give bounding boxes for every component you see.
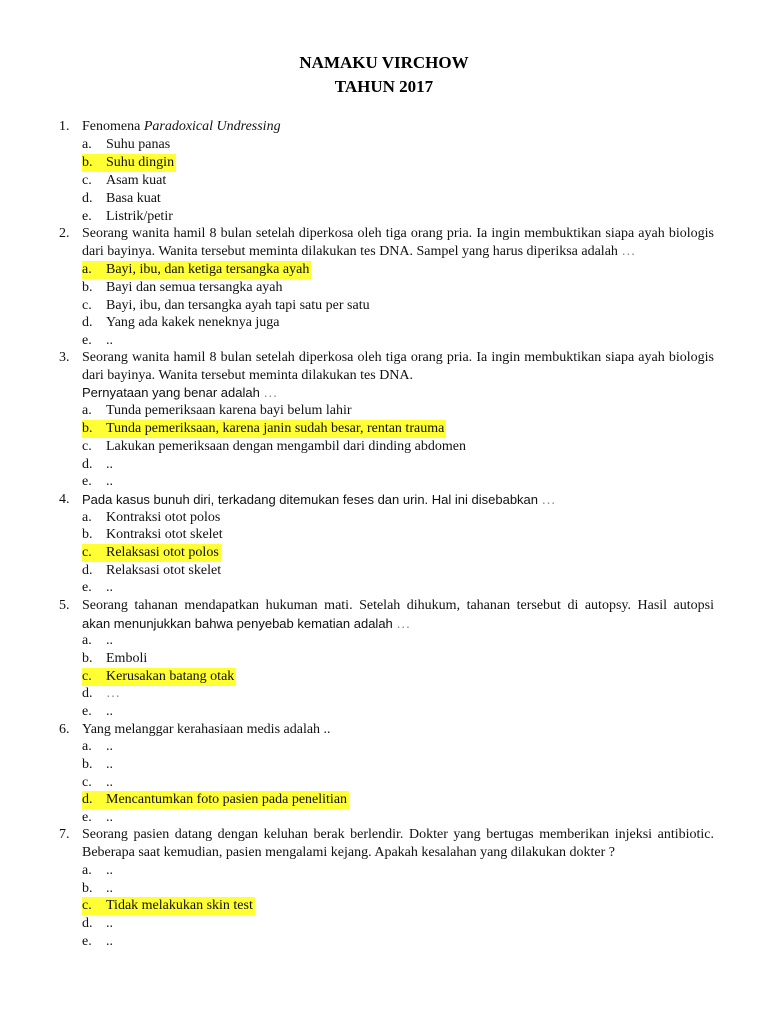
option [82,526,223,544]
stem-text: akan menunjukkan bahwa penyebab kematian adalah [82,616,393,631]
question-stem-line: Seorang tahanan mendapatkan hukuman mati. Setelah dihukum, tahanan tersebut di autopsy. Hasil autopsi [82,598,714,613]
question-number: 2. [59,226,70,241]
option-text: Relaksasi otot polos [106,545,219,560]
option [82,172,166,190]
option-text: Lakukan pemeriksaan dengan mengambil dari dinding abdomen [106,439,467,454]
option-text: Bayi dan semua tersangka ayah [106,280,283,295]
question-number: 5. [59,598,70,613]
option-text: .. [106,757,113,772]
option [82,190,161,208]
option-text: Listrik/petir [106,209,173,224]
stem-text: dari bayinya. Wanita tersebut meminta dilakukan tes DNA. Sampel yang harus diperiksa adalah [82,244,618,259]
option-letter: a. [82,403,92,418]
option-letter: e. [82,580,92,595]
option-letter: d. [82,457,93,472]
option-text: .. [106,474,113,489]
option-letter: a. [82,633,92,648]
option-letter: c. [82,669,92,684]
question-stem-line [82,243,714,261]
option-text: Relaksasi otot skelet [106,563,222,578]
option-letter: b. [82,651,93,666]
option [82,880,113,898]
question-stem-line: Seorang wanita hamil 8 bulan setelah diperkosa oleh tiga orang pria. Ia ingin membuktikan siapa ayah biologis [82,350,714,365]
question-number: 4. [59,492,70,507]
question-stem-line [82,384,714,403]
option-answer-highlighted [82,668,236,686]
option-answer-highlighted [82,897,255,915]
option-text: .. [106,739,113,754]
question-number: 7. [59,827,70,842]
option [82,933,113,951]
option-letter: e. [82,209,92,224]
option-text: .. [106,633,113,648]
option [82,562,221,580]
option-text: Bayi, ibu, dan tersangka ayah tapi satu per satu [106,298,370,313]
option-answer-highlighted [82,261,311,279]
option-letter: e. [82,474,92,489]
option-text: .. [106,916,113,931]
stem-ellipsis: … [263,386,278,401]
question-stem-line [82,491,714,510]
option-letter: a. [82,739,92,754]
option [82,915,113,933]
question-stem-line: Yang melanggar kerahasiaan medis adalah .. [82,722,331,737]
option-text: Tunda pemeriksaan karena bayi belum lahir [106,403,352,418]
option-text: .. [106,810,113,825]
option-text: .. [106,934,113,949]
question-number: 6. [59,722,70,737]
option-letter: c. [82,298,92,313]
option [82,632,113,650]
option-letter: b. [82,527,93,542]
option-answer-highlighted [82,544,221,562]
option-letter: c. [82,439,92,454]
stem-italic-term: Paradoxical Undressing [143,119,281,134]
stem-text: Fenomena [82,119,141,134]
option-text: Kontraksi otot polos [106,510,221,525]
option-letter: b. [82,155,93,170]
option [82,314,280,332]
option [82,756,113,774]
option [82,402,352,420]
option-letter: b. [82,280,93,295]
option-text: Asam kuat [106,173,167,188]
question-stem [82,118,714,136]
option-letter: a. [82,137,92,152]
option-text: .. [106,704,113,719]
option-answer-highlighted [82,154,176,172]
option-letter: e. [82,333,92,348]
option-letter: d. [82,563,93,578]
question-stem-line: Beberapa saat kemudian, pasien mengalami kejang. Apakah kesalahan yang dilakukan dokter ? [82,845,615,860]
option [82,456,113,474]
option-text: .. [106,863,113,878]
option-text: .. [106,580,113,595]
option-letter: e. [82,934,92,949]
option-answer-highlighted [82,791,349,809]
question-stem-line: dari bayinya. Wanita tersebut meminta dilakukan tes DNA. [82,368,414,383]
option-text: Tidak melakukan skin test [106,898,253,913]
option-letter: c. [82,173,92,188]
document-subtitle: TAHUN 2017 [334,77,434,96]
option [82,473,113,491]
option-text: Kerusakan batang otak [106,669,235,684]
option-answer-highlighted [82,420,446,438]
option-text: .. [106,457,113,472]
option-letter: a. [82,863,92,878]
option [82,685,120,703]
option [82,738,113,756]
option [82,279,283,297]
option [82,509,220,527]
option-text: Kontraksi otot skelet [106,527,223,542]
option [82,862,113,880]
question-stem-line: Seorang wanita hamil 8 bulan setelah diperkosa oleh tiga orang pria. Ia ingin membuktikan siapa ayah biologis [82,226,714,241]
option-letter: c. [82,775,92,790]
question-stem-line: Seorang pasien datang dengan keluhan berak berlendir. Dokter yang bertugas memberikan injeksi antibiotic. [82,827,714,842]
option-text: Mencantumkan foto pasien pada penelitian [106,792,348,807]
option-letter: d. [82,916,93,931]
option-text: Tunda pemeriksaan, karena janin sudah besar, rentan trauma [106,421,445,436]
option [82,703,113,721]
option-text: Bayi, ibu, dan ketiga tersangka ayah [106,262,310,277]
option-letter: d. [82,315,93,330]
stem-text: Pada kasus bunuh diri, terkadang ditemukan feses dan urin. Hal ini disebabkan [82,492,539,507]
option-letter: c. [82,898,92,913]
option-text: Suhu panas [106,137,171,152]
option-letter: a. [82,262,92,277]
stem-ellipsis: … [541,493,556,508]
option-letter: b. [82,881,93,896]
document-title: NAMAKU VIRCHOW [299,53,469,72]
option [82,774,113,792]
option-letter: d. [82,792,93,807]
stem-ellipsis: … [621,244,636,259]
question-number: 1. [59,119,70,134]
option-letter: c. [82,545,92,560]
option-text: .. [106,881,113,896]
stem-text: Pernyataan yang benar adalah [82,385,260,400]
option [82,579,113,597]
option-text: Emboli [106,651,148,666]
option-text: .. [106,333,113,348]
option-text: Yang ada kakek neneknya juga [106,315,280,330]
option [82,208,173,226]
option-letter: a. [82,510,92,525]
option [82,332,113,350]
option-letter: d. [82,191,93,206]
option [82,297,370,315]
option-text: .. [106,775,113,790]
option-letter: e. [82,810,92,825]
stem-ellipsis: … [396,617,411,632]
option [82,136,170,154]
option [82,809,113,827]
question-number: 3. [59,350,70,365]
option-letter: b. [82,757,93,772]
option [82,650,147,668]
option-text: Basa kuat [106,191,161,206]
option-text: … [106,686,120,701]
option-letter: b. [82,421,93,436]
option-letter: e. [82,704,92,719]
question-stem-line [82,615,714,634]
option [82,438,466,456]
option-text: Suhu dingin [106,155,175,170]
option-letter: d. [82,686,93,701]
